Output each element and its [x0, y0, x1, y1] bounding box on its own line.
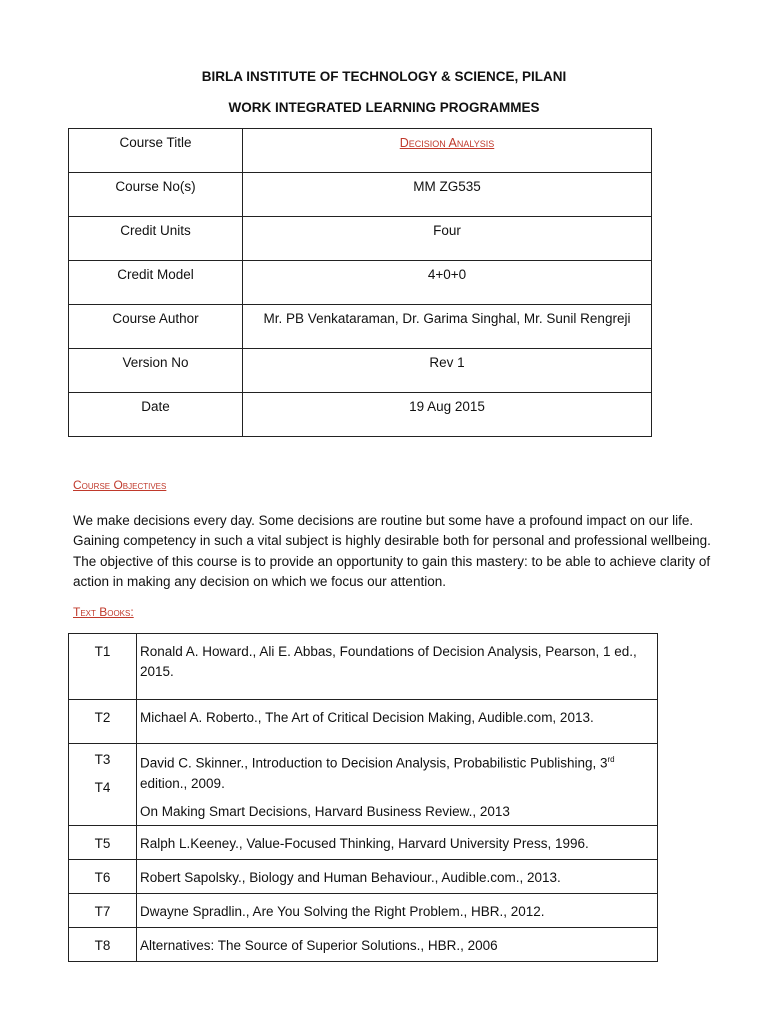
course-objectives-heading: Course Objectives: [73, 478, 167, 492]
table-row: [69, 928, 658, 962]
book-id: T5: [69, 826, 137, 860]
table-row: [69, 349, 652, 393]
label-cell: Course Author: [69, 305, 243, 349]
text-books-heading: Text Books:: [73, 605, 134, 619]
table-row: [69, 393, 652, 437]
book-text: Dwayne Spradlin., Are You Solving the Right Problem., HBR., 2012.: [137, 894, 658, 928]
value-cell: MM ZG535: [243, 173, 652, 217]
table-row: [69, 744, 658, 826]
label-cell: Date: [69, 393, 243, 437]
table-row: [69, 305, 652, 349]
book-id: T3: [94, 752, 111, 767]
book-id: T4: [94, 780, 111, 795]
book-text-part: David C. Skinner., Introduction to Decision Analysis, Probabilistic Publishing, 3: [140, 755, 608, 771]
table-row: [69, 129, 652, 173]
table-row: [69, 860, 658, 894]
book-id: T8: [69, 928, 137, 962]
table-row: [69, 173, 652, 217]
book-id: T6: [69, 860, 137, 894]
value-cell: 4+0+0: [243, 261, 652, 305]
programme-heading: WORK INTEGRATED LEARNING PROGRAMMES: [228, 100, 540, 115]
table-row: [69, 634, 658, 700]
table-row: [69, 826, 658, 860]
text-books-table: [68, 633, 658, 962]
value-cell: 19 Aug 2015: [243, 393, 652, 437]
book-text: Alternatives: The Source of Superior Solutions., HBR., 2006: [137, 928, 658, 962]
value-cell: Four: [243, 217, 652, 261]
value-cell: [243, 129, 652, 173]
table-row: [69, 217, 652, 261]
table-row: [69, 261, 652, 305]
course-title-value: Decision Analysis: [399, 136, 495, 150]
book-id: T2: [69, 700, 137, 744]
label-cell: Credit Units: [69, 217, 243, 261]
book-text: On Making Smart Decisions, Harvard Business Review., 2013: [140, 803, 510, 819]
value-cell: Mr. PB Venkataraman, Dr. Garima Singhal, Mr. Sunil Rengreji: [243, 305, 652, 349]
table-row: [69, 700, 658, 744]
book-text: [140, 750, 651, 794]
ordinal-suffix: rd: [607, 755, 615, 764]
label-cell: Course No(s): [69, 173, 243, 217]
book-id: T1: [69, 634, 137, 700]
book-text-part: edition., 2009.: [140, 775, 225, 791]
book-text: Michael A. Roberto., The Art of Critical Decision Making, Audible.com, 2013.: [137, 700, 658, 744]
course-info-table: [68, 128, 652, 437]
institute-heading: BIRLA INSTITUTE OF TECHNOLOGY & SCIENCE, PILANI: [201, 69, 567, 84]
value-cell: Rev 1: [243, 349, 652, 393]
label-cell: Course Title: [69, 129, 243, 173]
book-text: Robert Sapolsky., Biology and Human Behaviour., Audible.com., 2013.: [137, 860, 658, 894]
course-objectives-text: We make decisions every day. Some decisions are routine but some have a profound impact on our life. Gaining competency in such a vital subject is highly desirable both for personal and professional wellbeing. The objective of this course is to provide an opportunity to gain this mastery: to be able to achieve clarity of action in making any decision on which we focus our attention.: [73, 513, 711, 589]
table-row: [69, 894, 658, 928]
book-text: Ralph L.Keeney., Value-Focused Thinking, Harvard University Press, 1996.: [137, 826, 658, 860]
book-text: Ronald A. Howard., Ali E. Abbas, Foundations of Decision Analysis, Pearson, 1 ed., 2015.: [137, 634, 658, 700]
label-cell: Credit Model: [69, 261, 243, 305]
book-id: T7: [69, 894, 137, 928]
label-cell: Version No: [69, 349, 243, 393]
book-text-cell: [137, 744, 658, 826]
book-id-cell: [69, 744, 137, 826]
